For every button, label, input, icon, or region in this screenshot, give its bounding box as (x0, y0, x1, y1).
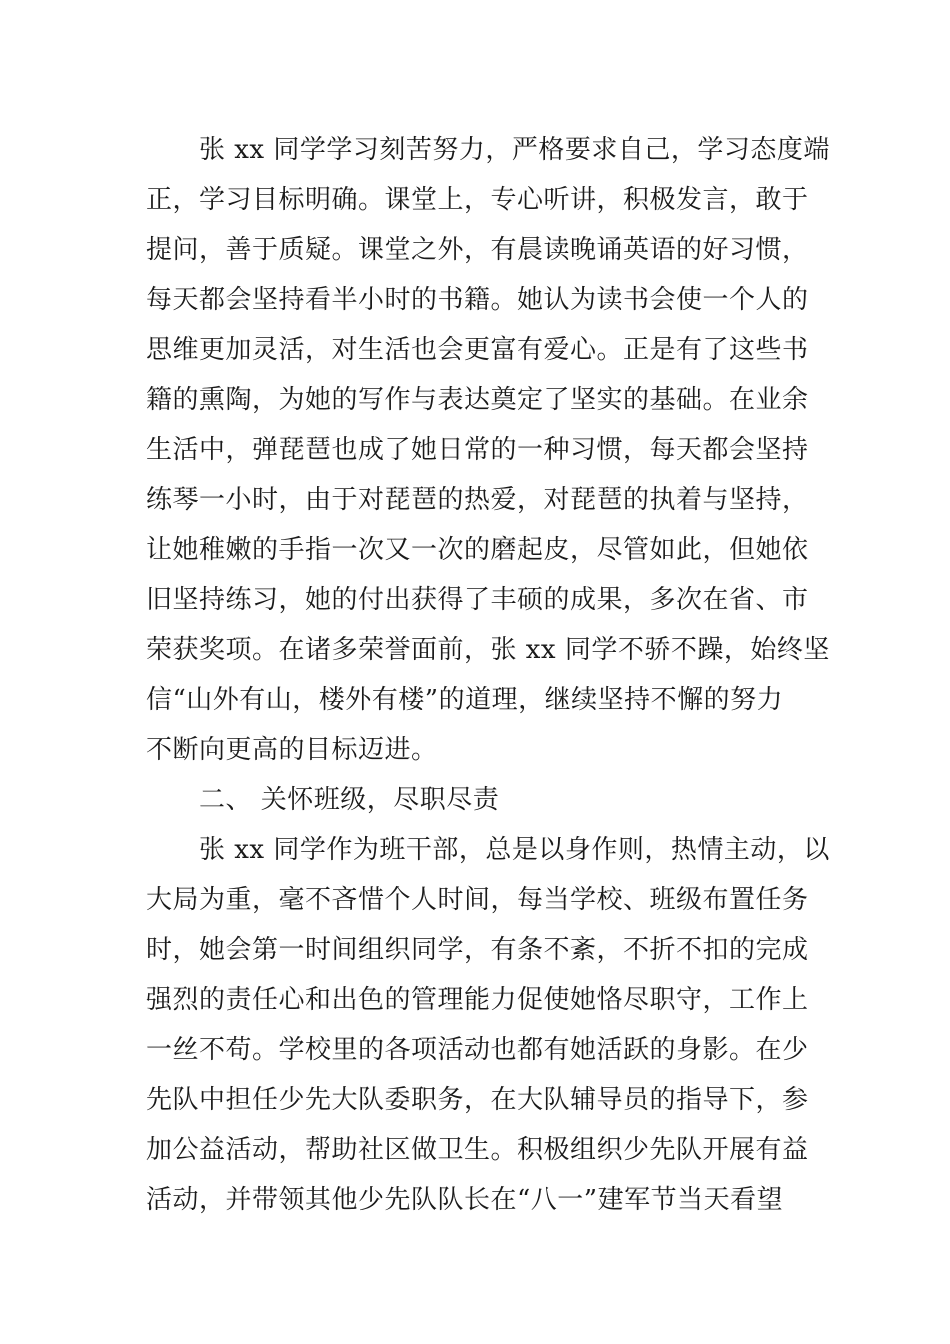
paragraph-line: 强烈的责任心和出色的管理能力促使她恪尽职守，工作上 (146, 985, 809, 1015)
paragraph-line: 让她稚嫩的手指一次又一次的磨起皮，尽管如此，但她依 (146, 535, 809, 565)
paragraph-line: 加公益活动，帮助社区做卫生。积极组织少先队开展有益 (146, 1135, 809, 1165)
paragraph-line: 先队中担任少先大队委职务，在大队辅导员的指导下，参 (146, 1085, 809, 1115)
paragraph-line: 提问，善于质疑。课堂之外，有晨读晚诵英语的好习惯， (146, 235, 809, 265)
paragraph-line: 每天都会坚持看半小时的书籍。她认为读书会使一个人的 (146, 285, 809, 315)
paragraph-line: 张 xx 同学作为班干部，总是以身作则，热情主动，以 (199, 835, 830, 865)
section-heading: 二、 关怀班级，尽职尽责 (199, 785, 500, 815)
paragraph-line: 思维更加灵活，对生活也会更富有爱心。正是有了这些书 (146, 335, 809, 365)
paragraph-line: 正，学习目标明确。课堂上，专心听讲，积极发言，敢于 (146, 185, 809, 215)
paragraph-line: 张 xx 同学学习刻苦努力，严格要求自己，学习态度端 (199, 135, 830, 165)
paragraph-line: 籍的熏陶，为她的写作与表达奠定了坚实的基础。在业余 (146, 385, 809, 415)
paragraph-line: 不断向更高的目标迈进。 (146, 735, 438, 765)
paragraph-line: 旧坚持练习，她的付出获得了丰硕的成果，多次在省、市 (146, 585, 809, 615)
paragraph-line: 一丝不苟。学校里的各项活动也都有她活跃的身影。在少 (146, 1035, 809, 1065)
paragraph-line: 大局为重，毫不吝惜个人时间，每当学校、班级布置任务 (146, 885, 809, 915)
paragraph-line: 练琴一小时，由于对琵琶的热爱，对琵琶的执着与坚持， (146, 485, 809, 515)
paragraph-line: 荣获奖项。在诸多荣誉面前，张 xx 同学不骄不躁，始终坚 (146, 635, 830, 665)
paragraph-line: 信“山外有山，楼外有楼”的道理，继续坚持不懈的努力 (146, 685, 784, 715)
paragraph-line: 生活中，弹琵琶也成了她日常的一种习惯，每天都会坚持 (146, 435, 809, 465)
paragraph-line: 活动，并带领其他少先队队长在“八一”建军节当天看望 (146, 1185, 784, 1215)
paragraph-line: 时，她会第一时间组织同学，有条不紊，不折不扣的完成 (146, 935, 809, 965)
